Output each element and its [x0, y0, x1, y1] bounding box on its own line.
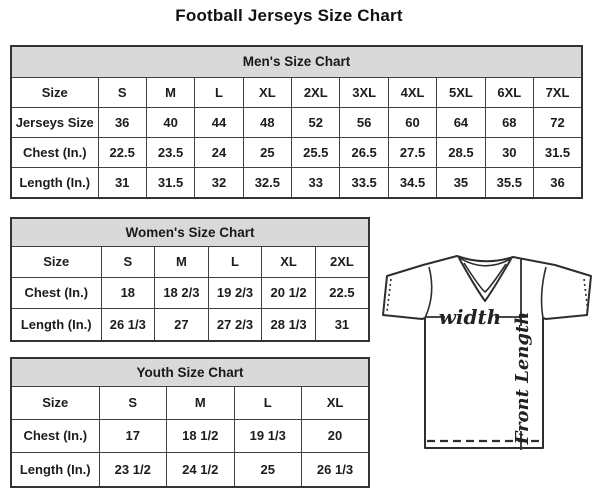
- table-cell: 26 1/3: [302, 453, 370, 487]
- table-cell: 17: [99, 419, 167, 452]
- youth-size-chart-table: [10, 357, 370, 488]
- table-cell: S: [101, 246, 155, 277]
- table-cell: 36: [98, 107, 146, 137]
- table-cell: 23 1/2: [99, 453, 167, 487]
- table-cell: 6XL: [485, 77, 533, 107]
- table-cell: 44: [195, 107, 243, 137]
- row-label: Length (In.): [11, 167, 98, 198]
- table-cell: 22.5: [315, 277, 369, 308]
- table-cell: 23.5: [146, 137, 194, 167]
- table-cell: M: [155, 246, 209, 277]
- table-cell: M: [167, 386, 235, 419]
- jersey-outline: [383, 256, 591, 448]
- table-cell: 7XL: [534, 77, 582, 107]
- table-row: [11, 277, 369, 308]
- table-cell: 25.5: [292, 137, 340, 167]
- table-row: [11, 77, 582, 107]
- table-header-row: [11, 46, 582, 77]
- table-cell: 2XL: [292, 77, 340, 107]
- table-cell: 34.5: [388, 167, 436, 198]
- table-cell: 19 1/3: [234, 419, 302, 452]
- table-cell: M: [146, 77, 194, 107]
- row-label: Chest (In.): [11, 277, 101, 308]
- row-label: Size: [11, 386, 99, 419]
- table-cell: 33.5: [340, 167, 388, 198]
- mens-size-chart-table: [10, 45, 583, 199]
- table-cell: L: [234, 386, 302, 419]
- table-cell: 52: [292, 107, 340, 137]
- jersey-diagram-svg: [375, 248, 600, 454]
- row-label: Length (In.): [11, 453, 99, 487]
- table-cell: 19 2/3: [208, 277, 262, 308]
- table-cell: XL: [302, 386, 370, 419]
- table-cell: 28.5: [437, 137, 485, 167]
- table-cell: 25: [234, 453, 302, 487]
- table-cell: 4XL: [388, 77, 436, 107]
- jersey-measurement-diagram: [375, 248, 600, 454]
- youth-chart-header: Youth Size Chart: [11, 358, 369, 386]
- table-cell: L: [208, 246, 262, 277]
- table-cell: 22.5: [98, 137, 146, 167]
- table-cell: 5XL: [437, 77, 485, 107]
- row-label: Size: [11, 246, 101, 277]
- womens-chart-header: Women's Size Chart: [11, 218, 369, 246]
- table-cell: 27.5: [388, 137, 436, 167]
- table-cell: S: [99, 386, 167, 419]
- table-row: [11, 246, 369, 277]
- table-cell: 31.5: [534, 137, 582, 167]
- table-cell: 20: [302, 419, 370, 452]
- table-cell: 27 2/3: [208, 309, 262, 341]
- table-cell: XL: [243, 77, 291, 107]
- table-cell: 18: [101, 277, 155, 308]
- table-row: [11, 386, 369, 419]
- table-cell: 30: [485, 137, 533, 167]
- table-header-row: [11, 358, 369, 386]
- table-row: [11, 137, 582, 167]
- table-cell: 33: [292, 167, 340, 198]
- table-cell: 26.5: [340, 137, 388, 167]
- table-cell: 28 1/3: [262, 309, 316, 341]
- table-cell: 3XL: [340, 77, 388, 107]
- table-cell: 32: [195, 167, 243, 198]
- table-cell: 35.5: [485, 167, 533, 198]
- table-cell: L: [195, 77, 243, 107]
- table-cell: 40: [146, 107, 194, 137]
- table-cell: S: [98, 77, 146, 107]
- table-cell: 72: [534, 107, 582, 137]
- table-row: [11, 419, 369, 452]
- table-cell: 36: [534, 167, 582, 198]
- table-cell: 31: [315, 309, 369, 341]
- table-cell: 24: [195, 137, 243, 167]
- row-label: Size: [11, 77, 98, 107]
- table-cell: 35: [437, 167, 485, 198]
- table-cell: 2XL: [315, 246, 369, 277]
- page-title: Football Jerseys Size Chart: [175, 6, 403, 25]
- table-cell: 32.5: [243, 167, 291, 198]
- table-row: [11, 167, 582, 198]
- width-label: width: [438, 305, 502, 329]
- table-cell: 31.5: [146, 167, 194, 198]
- row-label: Jerseys Size: [11, 107, 98, 137]
- table-header-row: [11, 218, 369, 246]
- table-cell: 27: [155, 309, 209, 341]
- row-label: Chest (In.): [11, 419, 99, 452]
- front-length-label: Front Length: [512, 311, 533, 445]
- table-cell: 26 1/3: [101, 309, 155, 341]
- table-cell: XL: [262, 246, 316, 277]
- table-row: [11, 453, 369, 487]
- womens-size-chart-table: [10, 217, 370, 342]
- table-cell: 25: [243, 137, 291, 167]
- table-row: [11, 107, 582, 137]
- table-cell: 18 2/3: [155, 277, 209, 308]
- table-cell: 64: [437, 107, 485, 137]
- table-cell: 48: [243, 107, 291, 137]
- table-cell: 60: [388, 107, 436, 137]
- table-cell: 31: [98, 167, 146, 198]
- row-label: Chest (In.): [11, 137, 98, 167]
- table-cell: 24 1/2: [167, 453, 235, 487]
- table-cell: 68: [485, 107, 533, 137]
- mens-chart-header: Men's Size Chart: [11, 46, 582, 77]
- table-cell: 18 1/2: [167, 419, 235, 452]
- row-label: Length (In.): [11, 309, 101, 341]
- table-cell: 20 1/2: [262, 277, 316, 308]
- table-cell: 56: [340, 107, 388, 137]
- table-row: [11, 309, 369, 341]
